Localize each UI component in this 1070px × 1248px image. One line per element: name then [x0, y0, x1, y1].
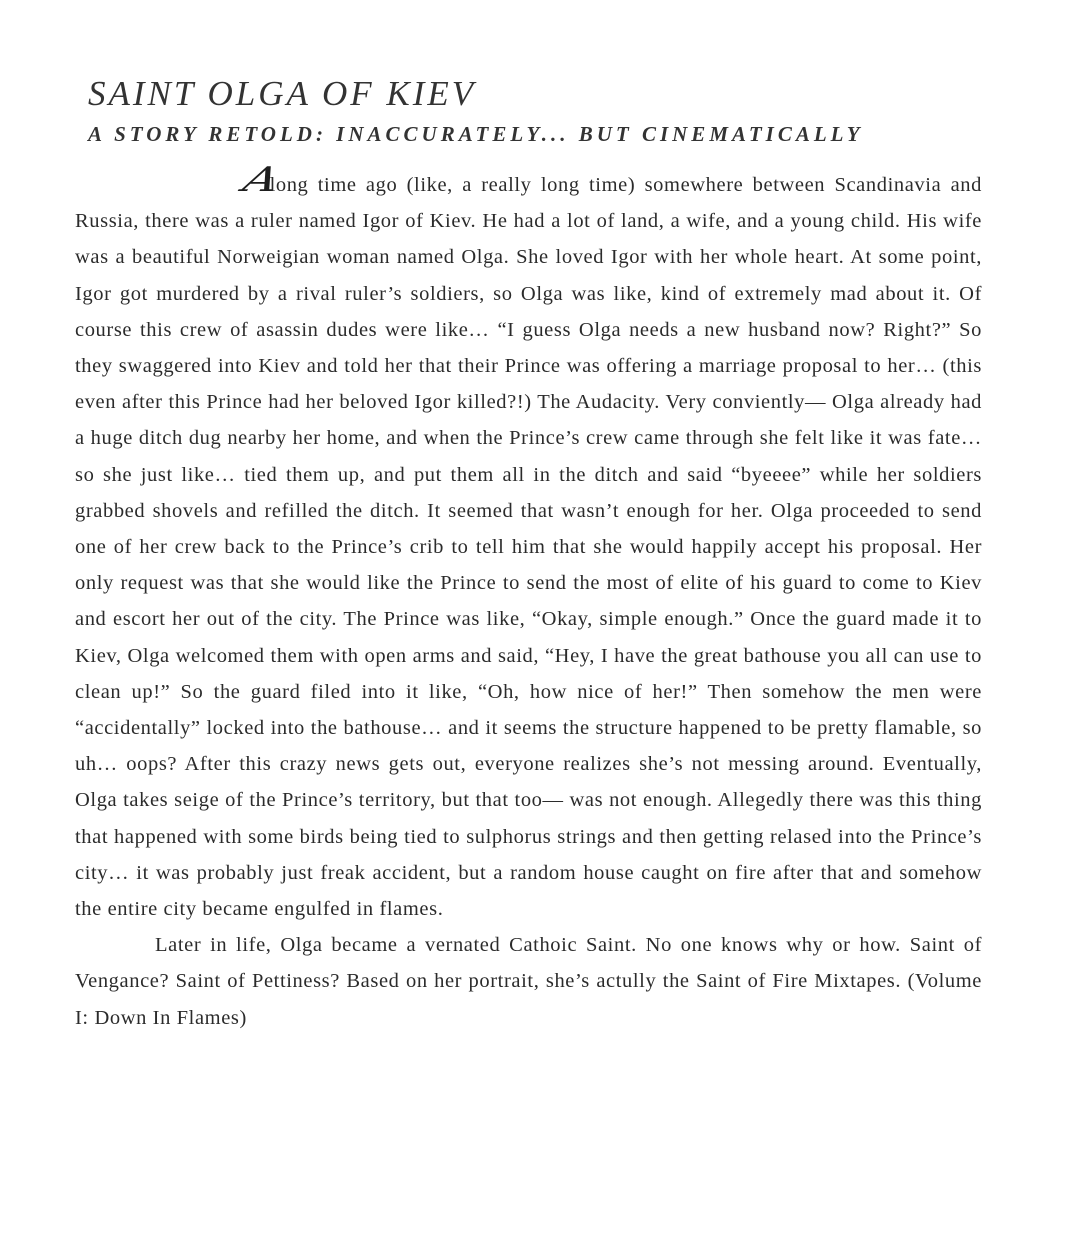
story-body	[75, 160, 982, 1036]
story-title: SAINT OLGA OF KIEV	[88, 74, 477, 113]
paragraph-1-text: long time ago (like, a really long time) somewhere between Scandinavia and Russia, there was a ruler named Igor of Kiev. He had a lot of land, a wife, and a young child. His wife was a beautiful Norweigian woman named Olga. She loved Igor with her whole heart. At some point, Igor got murdered by a rival ruler’s soldiers, so Olga was like, kind of extremely mad about it. Of course this crew of asassin dudes were like… “I guess Olga needs a new husband now? Right?” So they swaggered into Kiev and told her that their Prince was offering a marriage proposal to her… (this even after this Prince had her beloved Igor killed?!) The Audacity. Very conviently— Olga already had a huge ditch dug nearby her home, and when the Prince’s crew came through she felt like it was fate… so she just like… tied them up, and put them all in the ditch and said “byeeee” while her soldiers grabbed shovels and refilled the ditch. It seemed that wasn’t enough for her. Olga proceeded to send one of her crew back to the Prince’s crib to tell him that she would happily accept his proposal. Her only request was that she would like the Prince to send the most of elite of his guard to come to Kiev and escort her out of the city. The Prince was like, “Okay, simple enough.” Once the guard made it to Kiev, Olga welcomed them with open arms and said, “Hey, I have the great bathouse you all can use to clean up!” So the guard filed into it like, “Oh, how nice of her!” Then somehow the men were “accidentally” locked into the bathouse… and it seems the structure happened to be pretty flamable, so uh… oops? After this crazy news gets out, everyone realizes she’s not messing around. Eventually, Olga takes seige of the Prince’s territory, but that too— was not enough. Allegedly there was this thing that happened with some birds being tied to sulphorus strings and then getting relased into the Prince’s city… it was probably just freak accident, but a random house caught on fire after that and somehow the entire city became engulfed in flames.	[75, 174, 982, 921]
paragraph-1	[75, 160, 982, 927]
story-subtitle: A STORY RETOLD: INACCURATELY... BUT CINEMATICALLY	[88, 122, 864, 146]
paragraph-2: Later in life, Olga became a vernated Cathoic Saint. No one knows why or how. Saint of Vengance? Saint of Pettiness? Based on her portrait, she’s actully the Saint of Fire Mixtapes. (Volume I: Down In Flames)	[75, 934, 982, 1029]
drop-cap-letter: A	[238, 160, 285, 200]
